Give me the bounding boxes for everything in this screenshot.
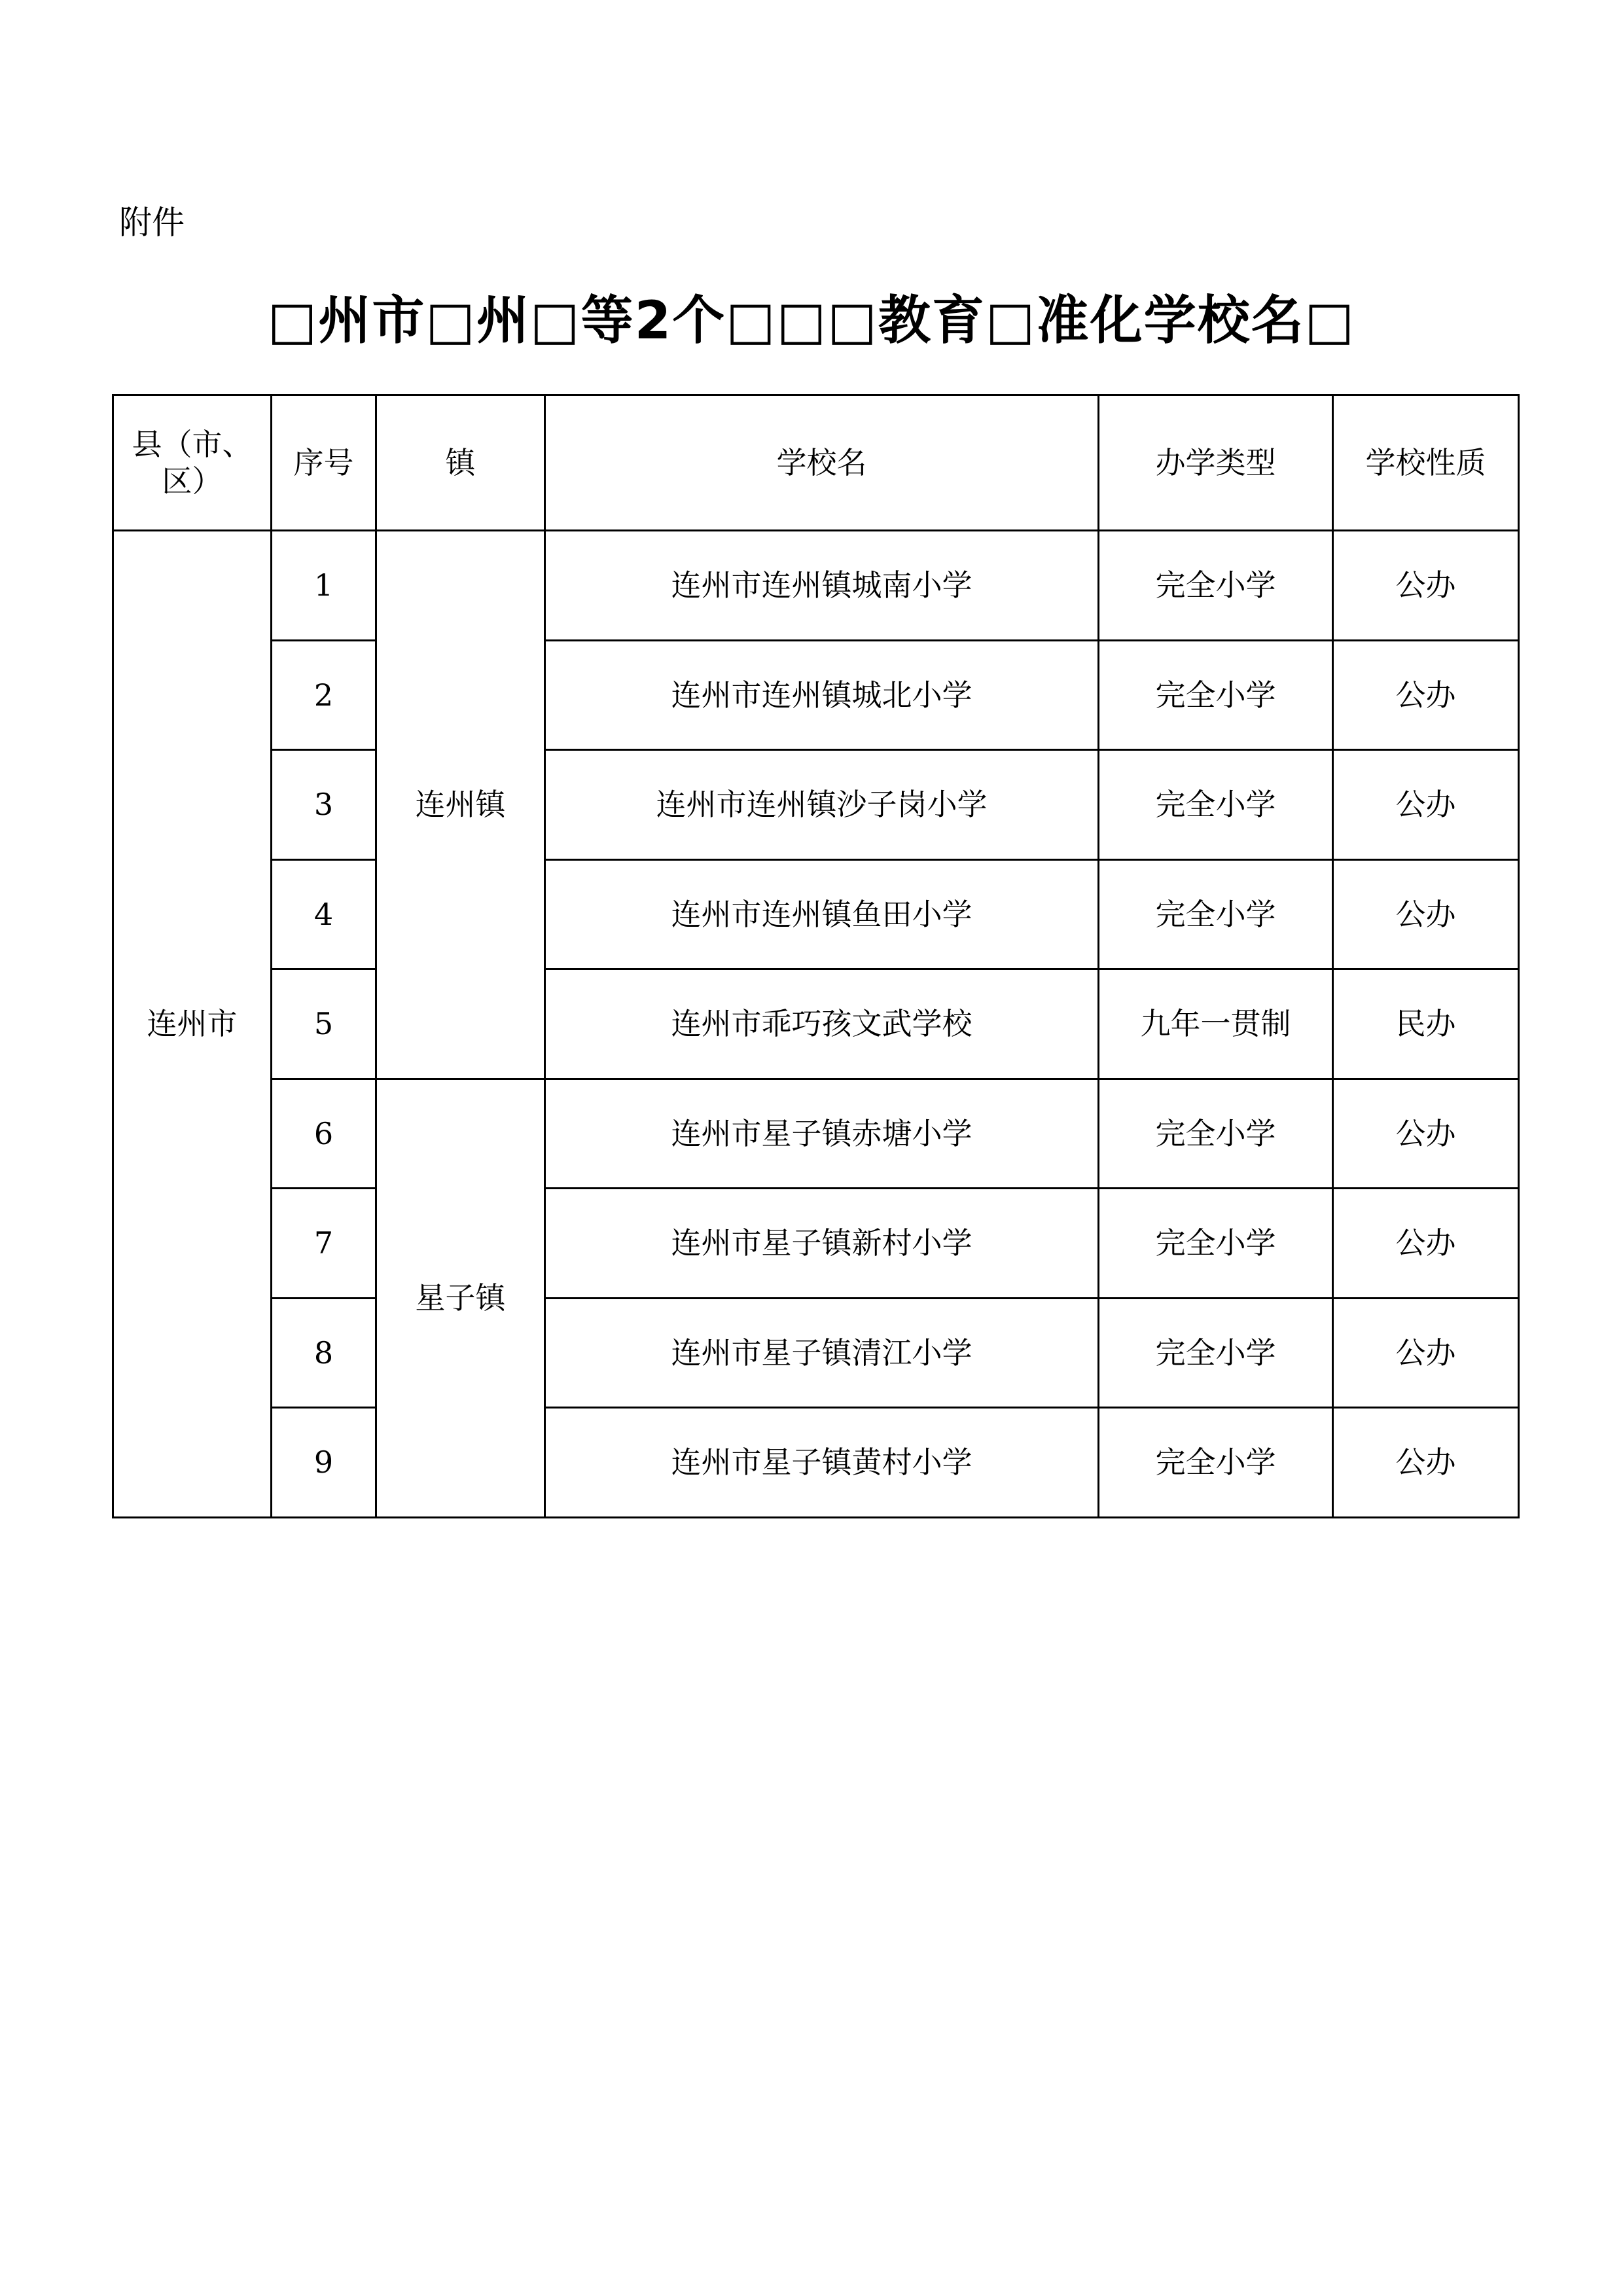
header-town: 镇	[376, 395, 545, 531]
attachment-label: 附件	[119, 204, 185, 242]
nature-cell: 公办	[1333, 640, 1519, 750]
type-cell: 完全小学	[1099, 1298, 1333, 1408]
nature-cell: 公办	[1333, 1189, 1519, 1299]
table-row	[113, 531, 1519, 641]
nature-cell: 公办	[1333, 750, 1519, 860]
school-cell: 连州市星子镇赤塘小学	[545, 1079, 1099, 1189]
header-seq: 序号	[272, 395, 376, 531]
seq-cell: 4	[272, 859, 376, 969]
nature-cell: 公办	[1333, 1298, 1519, 1408]
school-list-table	[112, 394, 1520, 1518]
table-row	[113, 1079, 1519, 1189]
table-row	[113, 859, 1519, 969]
school-cell: 连州市连州镇城南小学	[545, 531, 1099, 641]
type-cell: 九年一贯制	[1099, 969, 1333, 1079]
nature-cell: 民办	[1333, 969, 1519, 1079]
document-title: □州市□州□等2个□□□教育□准化学校名□	[267, 290, 1356, 351]
seq-cell: 2	[272, 640, 376, 750]
seq-cell: 9	[272, 1408, 376, 1518]
school-cell: 连州市星子镇新村小学	[545, 1189, 1099, 1299]
header-school: 学校名	[545, 395, 1099, 531]
town-cell: 连州镇	[376, 531, 545, 1079]
nature-cell: 公办	[1333, 1408, 1519, 1518]
type-cell: 完全小学	[1099, 1189, 1333, 1299]
type-cell: 完全小学	[1099, 1079, 1333, 1189]
table-row	[113, 1189, 1519, 1299]
school-cell: 连州市连州镇鱼田小学	[545, 859, 1099, 969]
seq-cell: 5	[272, 969, 376, 1079]
header-county: 县（市、区）	[113, 395, 272, 531]
county-cell: 连州市	[113, 531, 272, 1518]
town-cell: 星子镇	[376, 1079, 545, 1517]
table-row	[113, 640, 1519, 750]
seq-cell: 8	[272, 1298, 376, 1408]
seq-cell: 1	[272, 531, 376, 641]
school-cell: 连州市连州镇城北小学	[545, 640, 1099, 750]
school-cell: 连州市星子镇黄村小学	[545, 1408, 1099, 1518]
table-row	[113, 1298, 1519, 1408]
type-cell: 完全小学	[1099, 750, 1333, 860]
table-header-row	[113, 395, 1519, 531]
seq-cell: 6	[272, 1079, 376, 1189]
header-type: 办学类型	[1099, 395, 1333, 531]
type-cell: 完全小学	[1099, 859, 1333, 969]
school-cell: 连州市星子镇清江小学	[545, 1298, 1099, 1408]
seq-cell: 3	[272, 750, 376, 860]
type-cell: 完全小学	[1099, 1408, 1333, 1518]
header-nature: 学校性质	[1333, 395, 1519, 531]
type-cell: 完全小学	[1099, 531, 1333, 641]
nature-cell: 公办	[1333, 1079, 1519, 1189]
nature-cell: 公办	[1333, 859, 1519, 969]
table-row	[113, 969, 1519, 1079]
school-cell: 连州市乖巧孩文武学校	[545, 969, 1099, 1079]
type-cell: 完全小学	[1099, 640, 1333, 750]
nature-cell: 公办	[1333, 531, 1519, 641]
table-row	[113, 750, 1519, 860]
school-cell: 连州市连州镇沙子岗小学	[545, 750, 1099, 860]
table-row	[113, 1408, 1519, 1518]
seq-cell: 7	[272, 1189, 376, 1299]
